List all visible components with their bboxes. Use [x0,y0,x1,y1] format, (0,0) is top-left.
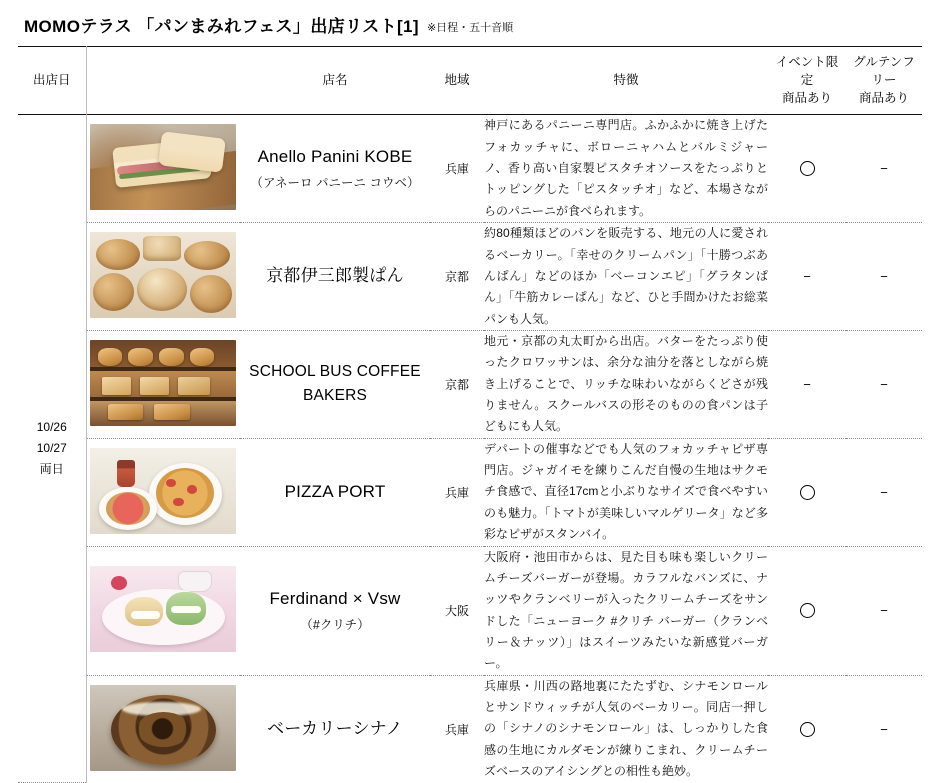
shop-name: ベーカリーシナノ [267,718,403,738]
panini-sandwich-photo [90,124,236,210]
feature-cell: デパートの催事などでも人気のフォカッチャピザ専門店。ジャガイモを練りこんだ自慢の生地はサクモチ食感で、直径17cmと小ぶりなサイズで食べやすいのも魅力。「トマトが美味しいマルゲリータ」など多彩なピザがスタンバイ。 [484,438,768,546]
event-limited-cell [768,115,846,223]
table-row [18,438,922,546]
shop-name: Anello Panini KOBE [257,147,413,167]
area-cell: 兵庫 [430,438,484,546]
gluten-free-cell [846,223,922,331]
shop-name: Ferdinand × Vsw [269,589,401,609]
date-line-2: 10/27 [36,441,67,456]
header-photo [86,47,240,115]
header-feature: 特徴 [613,73,639,88]
circle-mark-icon [800,485,815,500]
shop-photo-cell [86,330,240,438]
event-limited-cell [768,438,846,546]
cream-cheese-burger-photo [90,566,236,652]
circle-mark-icon [800,722,815,737]
event-limited-cell [768,675,846,782]
event-limited-cell [768,223,846,331]
shop-name-cell [240,675,430,782]
table-row [18,223,922,331]
date-line-1: 10/26 [36,420,67,435]
shop-name: PIZZA PORT [284,481,386,501]
assorted-bread-photo [90,232,236,318]
shop-name-cell [240,546,430,675]
shop-name: SCHOOL BUS COFFEE BAKERS [249,363,421,405]
date-group-cell [18,115,86,783]
gluten-free-cell [846,675,922,782]
feature-cell: 兵庫県・川西の路地裏にたたずむ、シナモンロールとサンドウィッチが人気のベーカリー。同店一押しの「シナノのシナモンロール」は、しっかりした食感の生地にカルダモンが練りこまれ、クリームチーズベースのアイシングとの相性も絶妙。 [484,678,768,779]
shop-name-cell [240,223,430,331]
dash-mark: − [803,269,811,285]
header-event-line1: イベント限定 [775,55,839,88]
header-gluten-line2: 商品あり [858,91,909,106]
feature-cell: 地元・京都の丸太町から出店。バターをたっぷり使ったクロワッサンは、余分な油分を落としながら焼き上げることで、リッチな味わいながらくどさが残りません。スクールバスの形そのものの食パンは子どもにも人気。 [484,330,768,438]
event-limited-cell [768,330,846,438]
table-row [18,546,922,675]
dash-mark: − [880,376,888,392]
dash-mark: − [880,484,888,500]
shop-name-reading: （アネーロ パニーニ コウベ） [250,175,420,190]
header-area: 地域 [444,73,470,88]
gluten-free-cell [846,438,922,546]
table-row [18,330,922,438]
dash-mark: − [880,269,888,285]
shop-name: 京都伊三郎製ぱん [266,266,404,286]
area-cell: 兵庫 [444,722,469,737]
shop-photo-cell [86,675,240,782]
pizza-plates-photo [90,448,236,534]
gluten-free-cell [846,115,922,223]
event-limited-cell [768,546,846,675]
feature-cell: 大阪府・池田市からは、見た目も味も楽しいクリームチーズバーガーが登場。カラフルなバンズに、ナッツやクランベリーが入ったクリームチーズをサンドした「ニューヨーク #クリチ バーガー（クランベリー＆ナッツ）」はスイーツみたいな新感覚バーガー。 [484,546,768,675]
cinnamon-roll-photo [90,685,236,771]
header-gluten-free [846,47,922,115]
feature-cell: 神戸にあるパニーニ専門店。ふかふかに焼き上げたフォカッチャに、ボローニャハムとバルミジャーノ、香り高い自家製ピスタチオソースをたっぷりとトッピングした「ピスタッチオ」など、本場さながらのパニーニが食べられます。 [484,115,768,223]
header-event-limited [768,47,846,115]
table-header-row [18,47,922,115]
croissant-shelf-photo [90,340,236,426]
shop-name-cell [240,438,430,546]
area-cell: 京都 [430,223,484,331]
dash-mark: − [880,721,888,737]
header-shop: 店名 [322,73,348,88]
shop-name-cell [240,115,430,223]
date-line-3: 両日 [39,462,64,477]
shop-photo-cell [86,115,240,223]
header-gluten-line1: グルテンフリー [853,55,915,88]
header-event-line2: 商品あり [781,91,832,106]
gluten-free-cell [846,546,922,675]
page-title [18,0,922,46]
table-row [18,115,922,223]
shop-name-reading: （#クリチ） [300,617,370,632]
shop-photo-cell [86,546,240,675]
feature-cell: 約80種類ほどのパンを販売する、地元の人に愛されるベーカリー。「幸せのクリームパン」「十勝つぶあんぱん」などのほか「ベーコンエピ」「グラタンぱん」「牛筋カレーぱん」など、ひと手間かけたお総菜パンも人気。 [484,223,768,331]
shop-photo-cell [86,223,240,331]
dash-mark: − [880,603,888,619]
circle-mark-icon [800,603,815,618]
page-title-note: ※日程・五十音順 [426,22,514,34]
page-title-text: MOMOテラス 「パンまみれフェス」出店リスト[1] [24,17,419,36]
gluten-free-cell [846,330,922,438]
table-row [18,675,922,782]
shop-photo-cell [86,438,240,546]
exhibitor-list-table [18,46,922,783]
area-cell: 京都 [430,330,484,438]
header-date: 出店日 [18,47,86,115]
area-cell: 大阪 [430,546,484,675]
area-cell: 兵庫 [430,115,484,223]
circle-mark-icon [800,161,815,176]
dash-mark: − [803,376,811,392]
dash-mark: − [880,161,888,177]
shop-name-cell [240,330,430,438]
